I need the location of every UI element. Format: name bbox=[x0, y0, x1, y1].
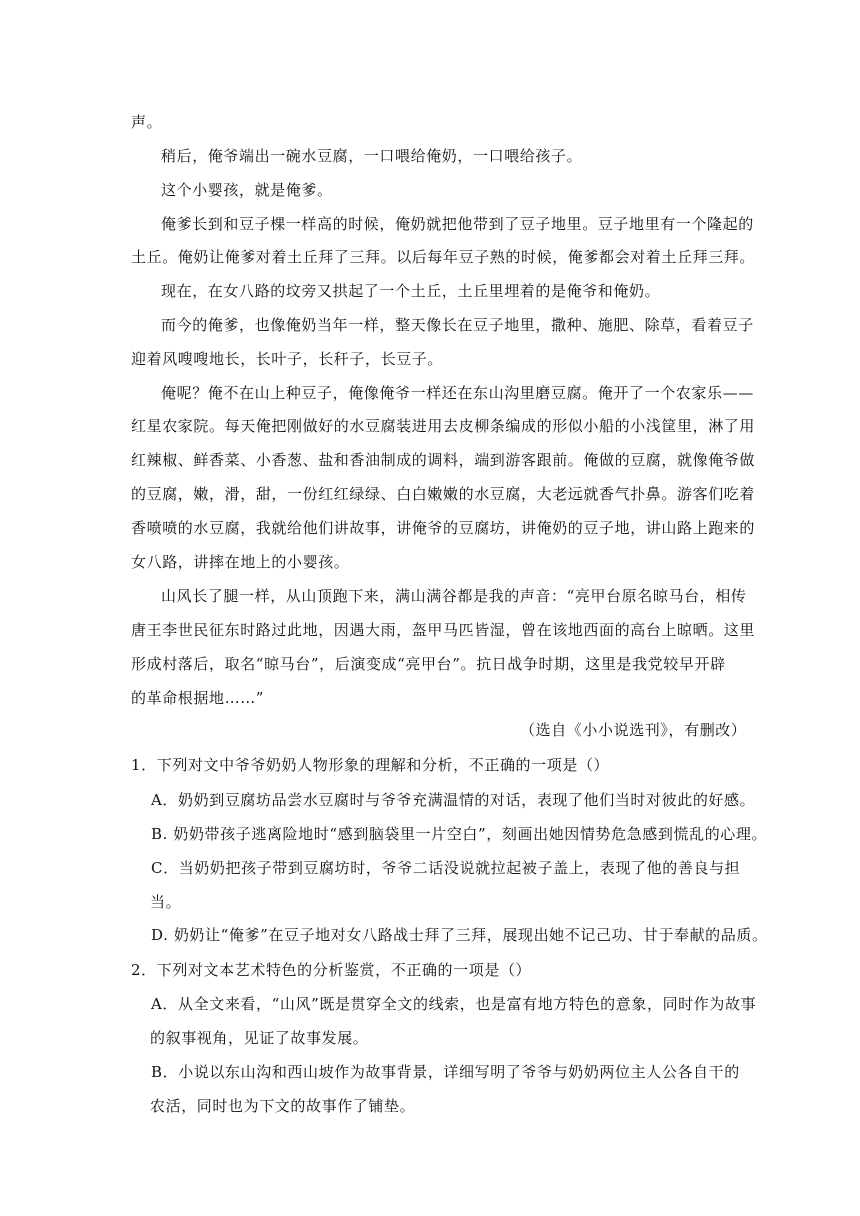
passage-line: 现在，在女八路的坟旁又拱起了一个土丘，土丘里埋着的是俺爷和俺奶。 bbox=[161, 282, 661, 300]
passage-line: 女八路，讲摔在地上的小婴孩。 bbox=[131, 553, 350, 571]
passage-line: 迎着风嗖嗖地长，长叶子，长秆子，长豆子。 bbox=[131, 350, 444, 368]
question-stem: 1．下列对文中爷爷奶奶人物形象的理解和分析，不正确的一项是（） bbox=[131, 756, 610, 774]
passage-line: 声。 bbox=[131, 113, 163, 131]
passage-line: 唐王李世民征东时路过此地，因遇大雨，盔甲马匹皆湿，曾在该地西面的高台上晾晒。这里 bbox=[131, 621, 756, 639]
question-stem: 2．下列对文本艺术特色的分析鉴赏，不正确的一项是（） bbox=[131, 961, 532, 979]
question-option: A．从全文来看，“山风”既是贯穿全文的线索，也是富有地方特色的意象，同时作为故事 bbox=[151, 995, 757, 1013]
passage-line: 红星农家院。每天俺把刚做好的水豆腐装进用去皮柳条编成的形似小船的小浅筐里，淋了用 bbox=[131, 417, 756, 435]
question-option-continued: 农活，同时也为下文的故事作了铺垫。 bbox=[150, 1097, 416, 1115]
question-option: D. 奶奶让“俺爹”在豆子地对女八路战士拜了三拜，展现出她不记己功、甘于奉献的品质。 bbox=[151, 926, 768, 944]
passage-line: 稍后，俺爷端出一碗水豆腐，一口喂给俺奶，一口喂给孩子。 bbox=[161, 147, 583, 165]
question-option: B．小说以东山沟和西山坡作为故事背景，详细写明了爷爷与奶奶两位主人公各自干的 bbox=[151, 1063, 740, 1081]
passage-line: 香喷喷的水豆腐，我就给他们讲故事，讲俺爷的豆腐坊，讲俺奶的豆子地，讲山路上跑来的 bbox=[131, 519, 756, 537]
source-citation: （选自《小小说选刊》，有删改） bbox=[520, 721, 747, 739]
passage-line: 红辣椒、鲜香菜、小香葱、盐和香油制成的调料，端到游客跟前。俺做的豆腐，就像俺爷做 bbox=[131, 451, 756, 469]
passage-line: 而今的俺爹，也像俺奶当年一样，整天像长在豆子地里，撒种、施肥、除草，看着豆子 bbox=[161, 316, 754, 334]
passage-line: 的豆腐，嫩，滑，甜，一份红红绿绿、白白嫩嫩的水豆腐，大老远就香气扑鼻。游客们吃着 bbox=[131, 485, 756, 503]
question-option-continued: 当。 bbox=[150, 893, 182, 911]
passage-line: 形成村落后，取名“晾马台”，后演变成“亮甲台”。抗日战争时期，这里是我党较早开辟 bbox=[131, 655, 726, 673]
question-option: A．奶奶到豆腐坊品尝水豆腐时与爷爷充满温情的对话，表现了他们当时对彼此的好感。 bbox=[151, 791, 756, 809]
passage-line: 山风长了腿一样，从山顶跑下来，满山满谷都是我的声音：“亮甲台原名晾马台，相传 bbox=[161, 587, 747, 605]
passage-line: 俺爹长到和豆子棵一样高的时候，俺奶就把他带到了豆子地里。豆子地里有一个隆起的 bbox=[161, 215, 754, 233]
passage-line: 这个小婴孩，就是俺爹。 bbox=[161, 181, 333, 199]
passage-line: 俺呢？俺不在山上种豆子，俺像俺爷一样还在东山沟里磨豆腐。俺开了一个农家乐—— bbox=[161, 384, 754, 402]
question-option: C．当奶奶把孩子带到豆腐坊时，爷爷二话没说就拉起被子盖上，表现了他的善良与担 bbox=[151, 859, 741, 877]
passage-line: 土丘。俺奶让俺爹对着土丘拜了三拜。以后每年豆子熟的时候，俺爹都会对着土丘拜三拜。 bbox=[131, 248, 756, 266]
question-option-continued: 的叙事视角，见证了故事发展。 bbox=[150, 1029, 369, 1047]
passage-line: 的革命根据地……” bbox=[131, 689, 265, 707]
question-option: B. 奶奶带孩子逃离险地时“感到脑袋里一片空白”，刻画出她因情势危急感到慌乱的心理。 bbox=[151, 825, 768, 843]
